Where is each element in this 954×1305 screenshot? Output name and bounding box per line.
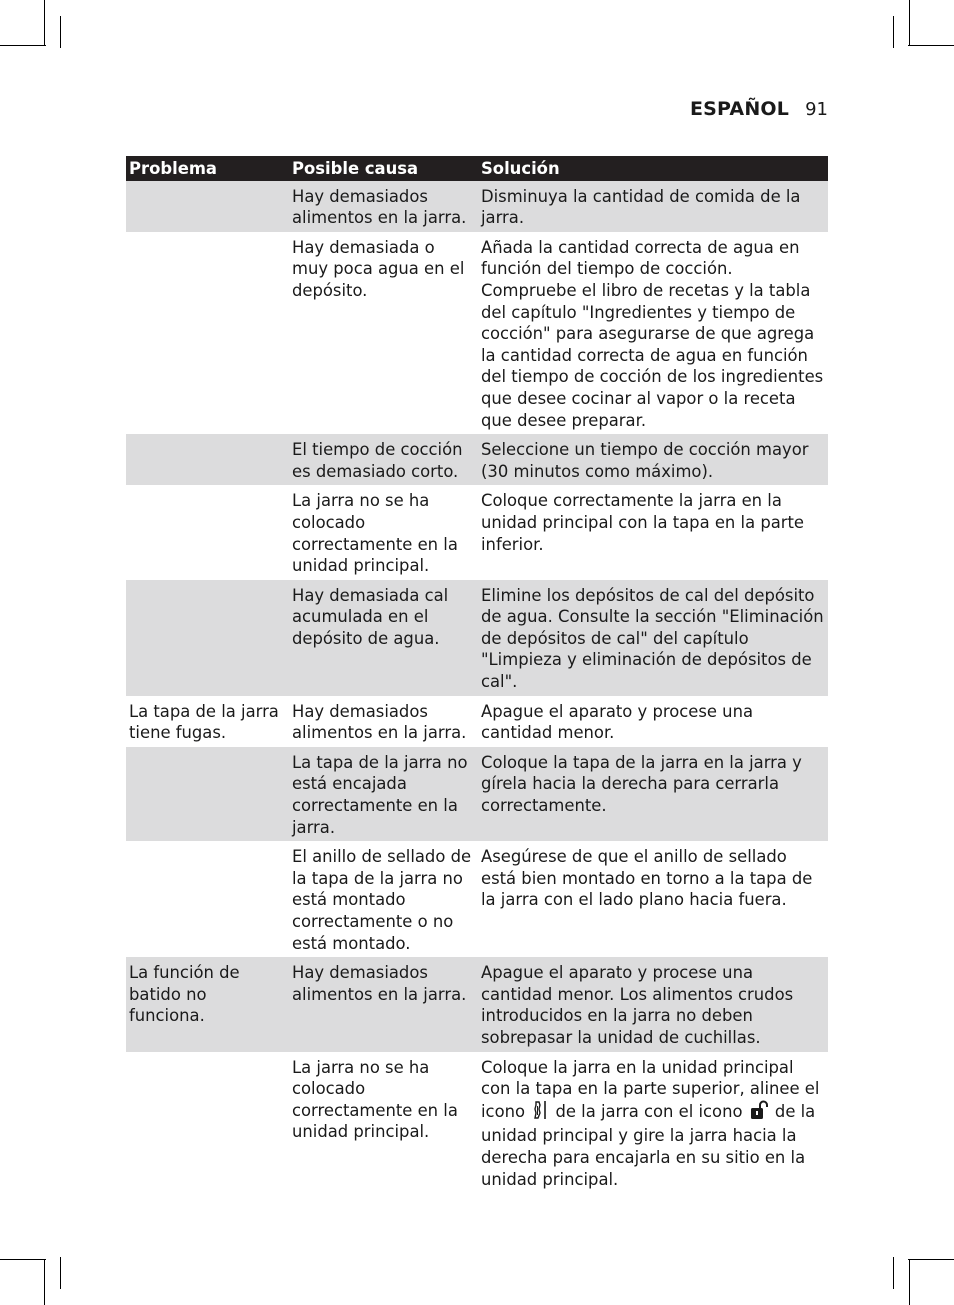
table-row <box>126 957 828 1051</box>
solution-cell: Apague el aparato y procese una cantidad menor. <box>478 696 828 747</box>
crop-mark <box>893 16 894 48</box>
page-header <box>690 98 828 120</box>
problem-cell: La tapa de la jarra tiene fugas. <box>126 696 289 747</box>
table-header-row <box>126 156 828 181</box>
solution-cell <box>478 1052 828 1194</box>
problem-cell <box>126 747 289 841</box>
jar-lock-alignment-icon <box>532 1100 548 1126</box>
header-problem: Problema <box>126 156 289 181</box>
problem-cell <box>126 841 289 957</box>
problem-cell <box>126 485 289 579</box>
solution-cell: Disminuya la cantidad de comida de la jarra. <box>478 181 828 232</box>
table-row <box>126 841 828 957</box>
solution-cell: Apague el aparato y procese una cantidad menor. Los alimentos crudos introducidos en la jarra no deben sobrepasar la unidad de cuchillas. <box>478 957 828 1051</box>
table-row <box>126 747 828 841</box>
problem-cell: La función de batido no funciona. <box>126 957 289 1051</box>
cause-cell: Hay demasiada cal acumulada en el depósito de agua. <box>289 580 478 696</box>
crop-mark <box>908 45 954 46</box>
solution-cell: Asegúrese de que el anillo de sellado está bien montado en torno a la tapa de la jarra con el lado plano hacia fuera. <box>478 841 828 957</box>
table-row <box>126 232 828 434</box>
page-number: 91 <box>805 99 828 120</box>
cause-cell: El anillo de sellado de la tapa de la jarra no está montado correctamente o no está montado. <box>289 841 478 957</box>
crop-mark <box>0 45 46 46</box>
table-row <box>126 485 828 579</box>
solution-text: de la jarra con el icono <box>550 1101 748 1121</box>
crop-mark <box>893 1257 894 1289</box>
cause-cell: Hay demasiados alimentos en la jarra. <box>289 957 478 1051</box>
solution-cell: Añada la cantidad correcta de agua en función del tiempo de cocción. Compruebe el libro de recetas y la tabla del capítulo "Ingredientes y tiempo de cocción" para asegurarse de que agrega la cantidad correcta de agua en función del tiempo de cocción de los ingredientes que desee cocinar al vapor o la receta que desee preparar. <box>478 232 828 434</box>
crop-mark <box>909 0 910 45</box>
solution-cell: Seleccione un tiempo de cocción mayor (30 minutos como máximo). <box>478 434 828 485</box>
crop-mark <box>0 1259 46 1260</box>
table-row <box>126 434 828 485</box>
problem-cell <box>126 1052 289 1194</box>
crop-mark <box>909 1260 910 1305</box>
crop-mark <box>60 1257 61 1289</box>
solution-text: de la unidad principal y gire la jarra hacia la derecha para encajarla en su sitio en la unidad principal. <box>481 1101 816 1189</box>
problem-cell <box>126 580 289 696</box>
cause-cell: El tiempo de cocción es demasiado corto. <box>289 434 478 485</box>
cause-cell: La tapa de la jarra no está encajada correctamente en la jarra. <box>289 747 478 841</box>
cause-cell: Hay demasiados alimentos en la jarra. <box>289 181 478 232</box>
problem-cell <box>126 181 289 232</box>
crop-mark <box>44 1260 45 1305</box>
solution-cell: Coloque la tapa de la jarra en la jarra y gírela hacia la derecha para cerrarla correctamente. <box>478 747 828 841</box>
language-label: ESPAÑOL <box>689 98 790 120</box>
header-cause: Posible causa <box>289 156 478 181</box>
solution-text: Coloque la jarra en la unidad principal con la tapa en la parte superior, alinee el icono <box>481 1057 820 1121</box>
cause-cell: Hay demasiada o muy poca agua en el depósito. <box>289 232 478 434</box>
cause-cell: Hay demasiados alimentos en la jarra. <box>289 696 478 747</box>
crop-mark <box>60 16 61 48</box>
solution-cell: Coloque correctamente la jarra en la unidad principal con la tapa en la parte inferior. <box>478 485 828 579</box>
cause-cell: La jarra no se ha colocado correctamente en la unidad principal. <box>289 485 478 579</box>
unlocked-padlock-icon <box>750 1100 768 1126</box>
troubleshooting-table <box>126 156 828 1193</box>
cause-cell: La jarra no se ha colocado correctamente en la unidad principal. <box>289 1052 478 1194</box>
table-row <box>126 580 828 696</box>
problem-cell <box>126 434 289 485</box>
crop-mark <box>44 0 45 45</box>
problem-cell <box>126 232 289 434</box>
table-row <box>126 696 828 747</box>
solution-cell: Elimine los depósitos de cal del depósito de agua. Consulte la sección "Eliminación de depósitos de cal" del capítulo "Limpieza y eliminación de depósitos de cal". <box>478 580 828 696</box>
header-solution: Solución <box>478 156 828 181</box>
table-row <box>126 1052 828 1194</box>
table-row <box>126 181 828 232</box>
crop-mark <box>908 1259 954 1260</box>
